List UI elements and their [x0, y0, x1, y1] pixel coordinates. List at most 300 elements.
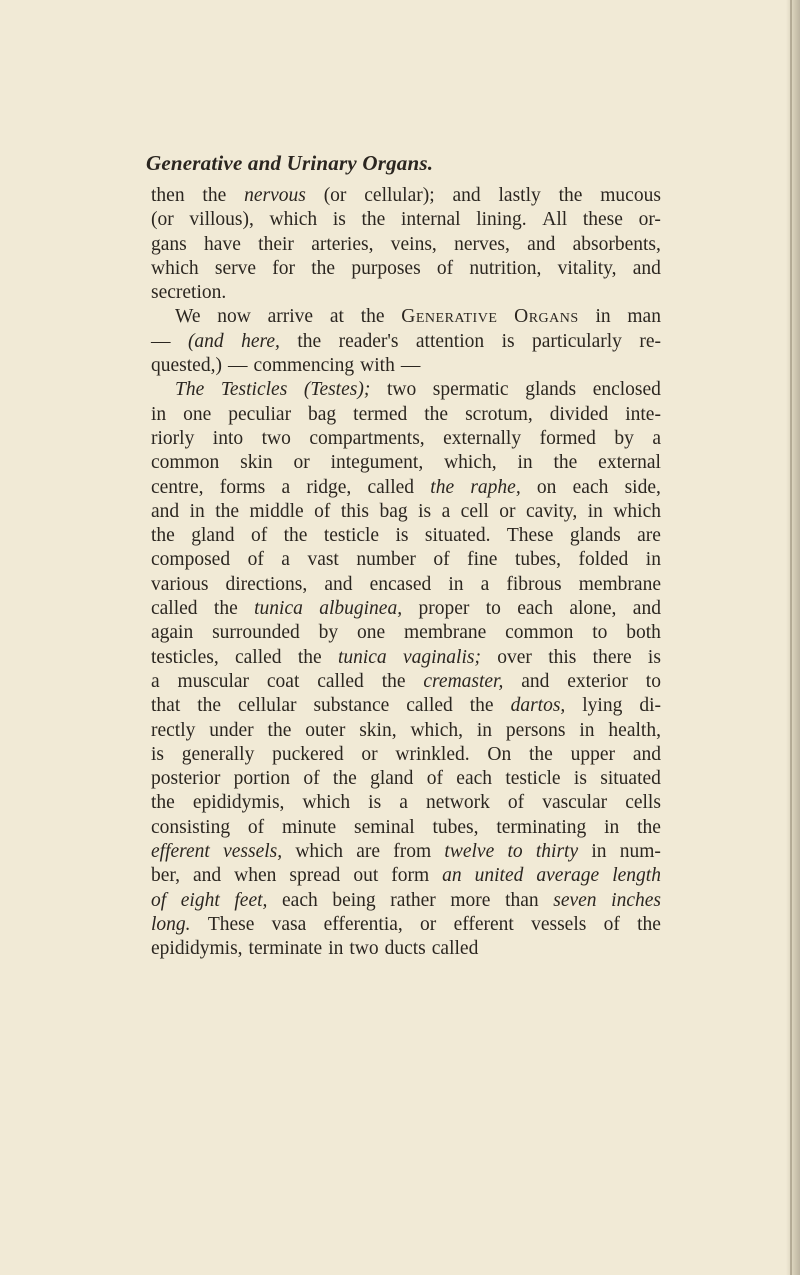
word: tubes,: [432, 816, 479, 838]
word: exterior: [567, 670, 628, 692]
word: di-: [639, 695, 661, 717]
word: in: [579, 719, 595, 741]
word: in: [591, 841, 607, 863]
word: glands: [525, 379, 577, 401]
word: fibrous: [506, 573, 562, 595]
word: divided: [549, 403, 609, 425]
word: absorbents,: [572, 233, 661, 255]
word: thirty: [535, 841, 579, 863]
word: and: [521, 670, 550, 692]
word: both: [626, 622, 661, 644]
word: into: [212, 427, 244, 449]
word: the: [197, 695, 222, 717]
word: called: [406, 695, 453, 717]
word: arrive: [267, 306, 314, 328]
word: called: [151, 598, 198, 620]
word: internal: [401, 209, 461, 231]
word: terminate: [248, 938, 323, 960]
word: common: [151, 452, 220, 474]
word: encased: [369, 573, 432, 595]
word: tunica: [254, 598, 303, 620]
word: the: [558, 185, 583, 206]
word: efferent: [453, 913, 514, 935]
word: is: [418, 500, 432, 522]
word: and: [324, 573, 353, 595]
word: now: [217, 306, 251, 328]
word: in: [328, 938, 344, 960]
word: that: [151, 695, 181, 717]
word: or: [420, 913, 437, 935]
word: the: [360, 306, 385, 328]
word: veins,: [390, 233, 437, 255]
word: proper: [418, 598, 470, 620]
word: a: [480, 573, 490, 595]
word: the: [637, 816, 661, 838]
text-line: [151, 646, 661, 670]
word: external: [598, 452, 661, 474]
text-line: [151, 354, 661, 378]
word: and: [632, 743, 661, 765]
word: the: [529, 743, 553, 765]
word: reader's: [338, 330, 399, 352]
word: a: [652, 427, 661, 449]
word: or-: [638, 209, 661, 231]
word: wrinkled.: [395, 743, 470, 765]
word: from: [393, 841, 432, 863]
word: in: [517, 452, 533, 474]
word: inte-: [625, 403, 661, 425]
word: this: [548, 646, 577, 668]
word: is: [647, 646, 661, 668]
word: villous),: [189, 209, 254, 231]
word: twelve: [444, 841, 495, 863]
word: an: [442, 865, 462, 887]
word: rectly: [151, 719, 196, 741]
word: these: [582, 209, 623, 231]
word: riorly: [151, 427, 195, 449]
text-line: [151, 427, 661, 451]
word: (and: [187, 330, 224, 352]
word: mucous: [600, 185, 661, 206]
word: lying: [582, 695, 623, 717]
word: posterior: [151, 768, 221, 790]
word: composed: [151, 549, 231, 571]
word: These: [207, 913, 255, 935]
word: which: [269, 209, 318, 231]
word: cremaster,: [423, 670, 504, 692]
text-line: [151, 840, 661, 864]
text-line: [151, 403, 661, 427]
word: cell: [460, 500, 489, 522]
word: consisting: [151, 816, 231, 838]
word: being: [332, 889, 376, 911]
text-line: [151, 670, 661, 694]
word: and: [632, 257, 661, 279]
word: to: [592, 622, 608, 644]
word: arteries,: [311, 233, 374, 255]
word: efferentia,: [323, 913, 403, 935]
word: there: [592, 646, 632, 668]
word: of: [433, 549, 450, 571]
word: epididymis,: [151, 938, 243, 960]
word: in: [151, 403, 167, 425]
word: in: [189, 500, 205, 522]
word: substance: [313, 695, 390, 717]
word: particularly: [532, 330, 622, 352]
word: middle: [249, 500, 304, 522]
word: These: [506, 525, 554, 547]
word: cellular);: [364, 185, 435, 206]
word: skin,: [359, 719, 397, 741]
word: gans: [151, 233, 187, 255]
word: skin: [240, 452, 273, 474]
word: then: [151, 185, 185, 206]
word: raphe,: [470, 476, 521, 498]
word: called: [431, 938, 479, 960]
word: and: [452, 185, 481, 206]
word: (Testes);: [303, 379, 371, 401]
word: network: [425, 792, 490, 814]
word: which: [613, 500, 661, 522]
page-edge-shadow: [786, 0, 800, 1275]
word: various: [151, 573, 209, 595]
word: epididymis,: [192, 792, 285, 814]
text-line: [151, 330, 661, 354]
word: which,: [444, 452, 497, 474]
word: and: [151, 500, 180, 522]
word: called: [234, 646, 282, 668]
word: spermatic: [432, 379, 509, 401]
word: in: [604, 816, 620, 838]
word: On: [487, 743, 512, 765]
word: called: [317, 670, 364, 692]
text-line: [151, 548, 661, 572]
word: termed: [353, 403, 408, 425]
word: more: [450, 889, 491, 911]
word: glands: [569, 525, 621, 547]
word: minute: [282, 816, 337, 838]
word: to: [485, 598, 501, 620]
word: and: [193, 865, 222, 887]
word: and: [632, 598, 661, 620]
word: quested,): [151, 355, 222, 377]
text-line: [151, 305, 661, 329]
word: over: [497, 646, 532, 668]
word: which,: [410, 719, 463, 741]
word: again: [151, 622, 194, 644]
word: in: [587, 500, 603, 522]
word: long.: [151, 913, 191, 935]
word: is: [332, 209, 346, 231]
word: in: [476, 719, 493, 741]
text-line: [151, 791, 661, 815]
word: seven: [553, 889, 597, 911]
word: coat: [266, 670, 300, 692]
text-line: [151, 621, 661, 645]
word: the: [424, 403, 449, 425]
word: here,: [241, 330, 280, 352]
text-line: [151, 937, 661, 961]
text-line: [151, 500, 661, 524]
text-line: [151, 451, 661, 475]
word: ber,: [151, 865, 180, 887]
word: bag: [379, 500, 408, 522]
word: when: [234, 865, 277, 887]
word: a: [281, 549, 290, 571]
word: this: [340, 500, 370, 522]
word: on: [536, 476, 557, 498]
word: seminal: [354, 816, 415, 838]
word: folded: [578, 549, 629, 571]
word: the: [381, 670, 406, 692]
word: and: [527, 233, 556, 255]
word: the: [430, 476, 455, 498]
word: re-: [639, 330, 661, 352]
word: cavity,: [525, 500, 578, 522]
word: puckered: [272, 743, 344, 765]
word: attention: [415, 330, 485, 352]
word: terminating: [496, 816, 587, 838]
word: centre,: [151, 476, 204, 498]
word: enclosed: [592, 379, 661, 401]
text-line: [151, 767, 661, 791]
text-line: [151, 233, 661, 257]
word: commencing: [253, 355, 355, 377]
word: nerves,: [454, 233, 510, 255]
word: Organs: [514, 306, 579, 328]
word: common: [505, 622, 574, 644]
word: two: [261, 427, 291, 449]
word: Generative: [401, 306, 498, 328]
word: vascular: [542, 792, 608, 814]
word: ducts: [384, 938, 426, 960]
text-line: [151, 719, 661, 743]
word: albuginea,: [319, 598, 403, 620]
word: of: [303, 768, 320, 790]
word: vitality,: [557, 257, 617, 279]
word: portion: [233, 768, 290, 790]
text-line: [151, 476, 661, 500]
word: is: [501, 330, 515, 352]
word: testicle: [323, 525, 380, 547]
word: —: [151, 330, 171, 352]
word: nervous: [244, 185, 306, 206]
word: surrounded: [212, 622, 300, 644]
text-line: [151, 816, 661, 840]
word: —: [227, 355, 248, 377]
word: health,: [608, 719, 661, 741]
word: the: [297, 646, 322, 668]
word: vessels,: [223, 841, 283, 863]
word: a: [281, 476, 291, 498]
word: the: [283, 525, 308, 547]
word: than: [505, 889, 539, 911]
word: of: [603, 913, 620, 935]
word: generally: [181, 743, 255, 765]
word: of: [436, 257, 454, 279]
word: in: [645, 549, 661, 571]
word: their: [258, 233, 294, 255]
text-line: [151, 864, 661, 888]
word: formed: [539, 427, 596, 449]
word: one: [183, 403, 212, 425]
word: form: [391, 865, 430, 887]
word: each: [456, 768, 493, 790]
word: number: [356, 549, 416, 571]
text-line: [151, 208, 661, 232]
word: serve: [214, 257, 257, 279]
word: feet,: [234, 889, 268, 911]
word: outer: [305, 719, 346, 741]
text-line: [151, 257, 661, 281]
word: each: [282, 889, 318, 911]
word: gland: [370, 768, 414, 790]
word: ridge,: [306, 476, 352, 498]
word: of: [314, 500, 331, 522]
word: the: [267, 719, 292, 741]
word: situated: [600, 768, 661, 790]
word: a: [151, 670, 160, 692]
word: vessels: [531, 913, 587, 935]
page-edge-line: [790, 0, 792, 1275]
word: —: [400, 355, 421, 377]
word: is: [395, 525, 409, 547]
word: vaginalis;: [402, 646, 481, 668]
word: situated.: [424, 525, 491, 547]
word: united: [474, 865, 524, 887]
text-line: [151, 184, 661, 208]
word: persons: [505, 719, 566, 741]
word: for: [272, 257, 296, 279]
word: All: [542, 209, 568, 231]
word: We: [175, 306, 201, 328]
word: or: [361, 743, 378, 765]
word: alone,: [569, 598, 617, 620]
word: secretion.: [151, 282, 227, 304]
word: purposes: [351, 257, 421, 279]
word: dartos,: [510, 695, 566, 717]
word: testicle: [505, 768, 561, 790]
word: in: [448, 573, 464, 595]
word: are: [637, 525, 661, 547]
word: out: [353, 865, 379, 887]
word: at: [329, 306, 344, 328]
word: upper: [570, 743, 616, 765]
word: efferent: [151, 841, 210, 863]
word: to: [645, 670, 661, 692]
text-line: [151, 889, 661, 913]
word: which: [302, 792, 351, 814]
word: of: [151, 889, 167, 911]
word: gland: [191, 525, 235, 547]
word: of: [250, 525, 268, 547]
word: the: [202, 185, 227, 206]
word: with: [360, 355, 395, 377]
word: a: [399, 792, 408, 814]
word: (or: [151, 209, 174, 231]
text-line: [151, 694, 661, 718]
word: length: [612, 865, 661, 887]
word: the: [361, 209, 386, 231]
word: spread: [289, 865, 341, 887]
word: vast: [307, 549, 339, 571]
word: membrane: [404, 622, 487, 644]
word: directions,: [225, 573, 308, 595]
word: Testicles: [220, 379, 288, 401]
text-line: [151, 573, 661, 597]
word: the: [213, 598, 238, 620]
word: tubes,: [514, 549, 561, 571]
word: a: [441, 500, 451, 522]
word: the: [297, 330, 322, 352]
word: lastly: [498, 185, 541, 206]
word: are: [356, 841, 381, 863]
word: of: [426, 768, 443, 790]
word: which: [295, 841, 343, 863]
running-head: Generative and Urinary Organs.: [146, 151, 434, 175]
word: (or: [323, 185, 347, 206]
word: in: [595, 306, 611, 328]
word: of: [247, 816, 265, 838]
word: The: [175, 379, 205, 401]
word: which: [151, 257, 199, 279]
word: two: [386, 379, 417, 401]
word: by: [614, 427, 634, 449]
body-text: [151, 184, 661, 962]
word: cells: [625, 792, 661, 814]
text-line: [151, 281, 661, 305]
word: peculiar: [228, 403, 292, 425]
word: or: [499, 500, 516, 522]
word: compartments,: [309, 427, 425, 449]
text-line: [151, 743, 661, 767]
word: the: [469, 695, 494, 717]
word: the: [151, 792, 175, 814]
text-line: [151, 524, 661, 548]
word: scrotum,: [465, 403, 533, 425]
word: the: [637, 913, 661, 935]
word: each: [517, 598, 553, 620]
word: muscular: [177, 670, 250, 692]
word: the: [553, 452, 578, 474]
word: inches: [611, 889, 661, 911]
word: eight: [180, 889, 220, 911]
word: nutrition,: [469, 257, 542, 279]
word: of: [507, 792, 525, 814]
word: one: [357, 622, 386, 644]
word: rather: [390, 889, 436, 911]
word: the: [332, 768, 357, 790]
word: the: [215, 500, 240, 522]
word: vasa: [271, 913, 307, 935]
word: membrane: [578, 573, 661, 595]
word: num-: [619, 841, 661, 863]
word: have: [204, 233, 241, 255]
word: integument,: [330, 452, 424, 474]
text-line: [151, 597, 661, 621]
word: two: [349, 938, 379, 960]
word: is: [368, 792, 382, 814]
word: the: [311, 257, 336, 279]
text-line: [151, 913, 661, 937]
word: fine: [467, 549, 498, 571]
word: man: [627, 306, 661, 328]
word: tunica: [337, 646, 387, 668]
word: forms: [219, 476, 266, 498]
word: is: [151, 743, 165, 765]
word: cellular: [238, 695, 297, 717]
word: externally: [443, 427, 522, 449]
